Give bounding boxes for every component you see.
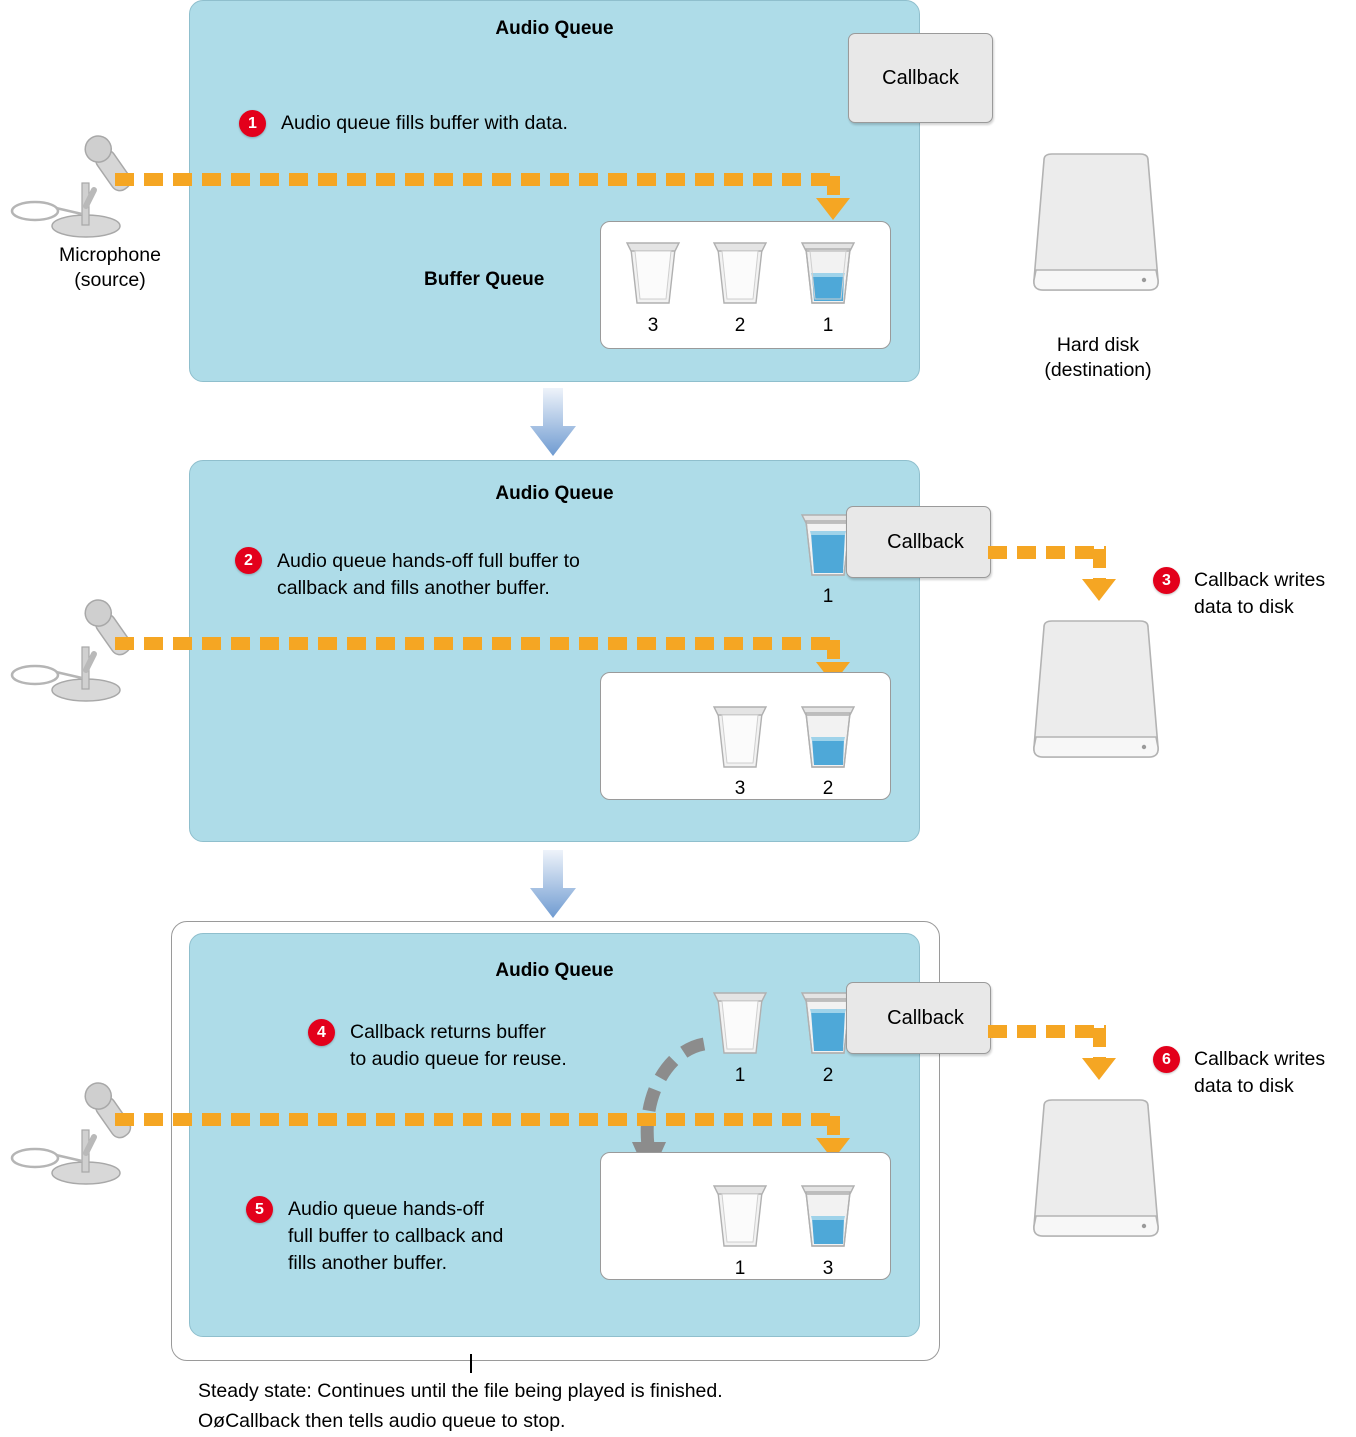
step-badge-6: 6 [1153,1046,1180,1073]
callback-label-2: Callback [887,530,964,553]
stage-transition-arrow-1 [530,388,576,456]
buffer-number: 3 [734,778,746,799]
callback-label-1: Callback [882,66,959,89]
data-flow-arrow-2 [115,637,840,650]
steady-state-tick [470,1354,472,1373]
step-text-1: Audio queue fills buffer with data. [281,112,568,134]
buffer-queue-label-1: Buffer Queue [424,269,545,290]
step-badge-5: 5 [246,1196,273,1223]
step-text-6 [1194,1046,1325,1100]
step-text-2-line2: callback and fills another buffer. [277,577,550,599]
step-text-4-line2: to audio queue for reuse. [350,1048,567,1070]
buffer-number: 3 [822,1258,834,1279]
footnote-line2: OøCallback then tells audio queue to stop. [198,1410,566,1432]
buffer-glyph-filled [800,233,856,307]
buffer-number: 2 [822,778,834,799]
callback-write-arrow-2-vert [1093,549,1106,582]
step-text-4-line1: Callback returns buffer [350,1021,546,1043]
buffer-number: 1 [734,1258,746,1279]
step-text-5-line1: Audio queue hands-off [288,1198,484,1220]
callback-box-1[interactable] [848,33,993,123]
step-badge-4: 4 [308,1019,335,1046]
hard-disk-caption-line2: (destination) [1044,359,1152,381]
buffer-number: 3 [647,315,659,336]
callback-write-arrowhead-3 [1082,1058,1116,1080]
callback-box-3[interactable] [846,982,991,1054]
footnote [198,1376,1098,1436]
stage-transition-arrow-2 [530,850,576,918]
step-text-6-line2: data to disk [1194,1075,1294,1097]
step-text-6-line1: Callback writes [1194,1048,1326,1070]
handoff-buffer-number-3: 2 [822,1065,834,1086]
returned-buffer-number: 1 [734,1065,746,1086]
buffer-number: 1 [822,315,834,336]
callback-write-arrow-2 [988,546,1106,559]
callback-box-2[interactable] [846,506,991,578]
callback-write-arrow-3 [988,1025,1106,1038]
callback-label-3: Callback [887,1006,964,1029]
audio-queue-title-2: Audio Queue [495,483,614,504]
hard-disk-icon-2 [1022,615,1170,770]
microphone-caption-line1: Microphone [59,244,161,266]
microphone-icon-3 [8,1075,158,1185]
hard-disk-icon-3 [1022,1094,1170,1249]
step-text-5-line3: fills another buffer. [288,1252,447,1274]
step-text-2-line1: Audio queue hands-off full buffer to [277,550,580,572]
data-flow-arrow-1 [115,173,840,186]
hard-disk-caption-line1: Hard disk [1056,334,1140,356]
audio-queue-title-1: Audio Queue [495,18,614,39]
hard-disk-icon-1 [1022,148,1170,303]
microphone-caption [0,243,220,293]
buffer-glyph-filled [800,1176,856,1250]
step-badge-3: 3 [1153,567,1180,594]
step-text-5 [288,1196,503,1277]
buffer-glyph-empty [712,1176,768,1250]
buffer-glyph-filled [800,697,856,771]
step-text-3-line2: data to disk [1194,596,1294,618]
footnote-line1: Steady state: Continues until the file being played is finished. [198,1380,723,1402]
data-flow-arrowhead-1 [816,198,850,220]
buffer-number: 2 [734,315,746,336]
step-text-3 [1194,567,1325,621]
step-text-5-line2: full buffer to callback and [288,1225,504,1247]
callback-write-arrow-3-vert [1093,1028,1106,1061]
buffer-glyph-empty [712,233,768,307]
microphone-caption-line2: (source) [74,269,146,291]
step-text-2 [277,548,580,602]
step-text-4 [350,1019,567,1073]
data-flow-arrow-3 [115,1113,840,1126]
step-text-3-line1: Callback writes [1194,569,1326,591]
step-badge-2: 2 [235,547,262,574]
hard-disk-caption [1005,333,1191,383]
handoff-buffer-number: 1 [822,586,834,607]
callback-write-arrowhead-2 [1082,579,1116,601]
step-badge-1: 1 [239,110,266,137]
buffer-glyph-empty [712,697,768,771]
audio-queue-title-3: Audio Queue [495,960,614,981]
buffer-glyph-empty [625,233,681,307]
